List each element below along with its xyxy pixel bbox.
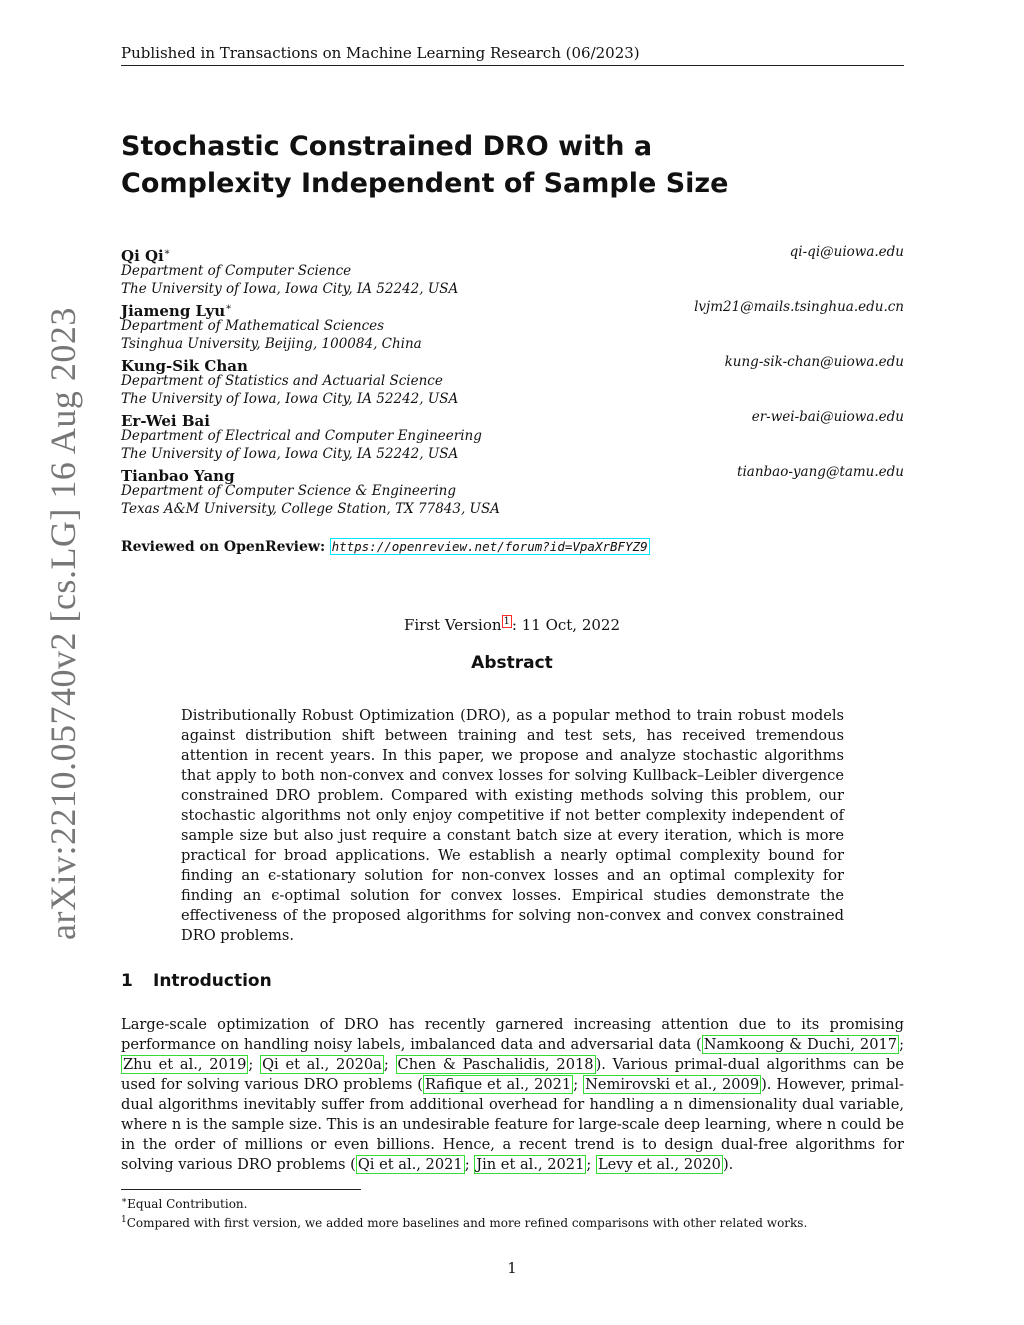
openreview-label: Reviewed on OpenReview: (121, 539, 326, 555)
author-name: Tianbao Yang (121, 467, 235, 485)
citation-link[interactable]: Chen & Paschalidis, 2018 (397, 1056, 594, 1073)
abstract-text: Distributionally Robust Optimization (DRO), as a popular method to train robust models against distribution shift between training and test sets, has received tremendous attention in recent years. In this paper, we propose and analyze stochastic algorithms that apply to both non-convex and convex losses for solving Kullback–Leibler divergence constrained DRO problem. Compared with existing methods solving this problem, our stochastic algorithms not only enjoy competitive if not better complexity independent of sample size but also just require a constant batch size at every iteration, which is more practical for broad applications. We establish a nearly optimal complexity bound for finding an ϵ-stationary solution for non-convex losses and an optimal complexity for finding an ϵ-optimal solution for convex losses. Empirical studies demonstrate the effectiveness of the proposed algorithms for solving non-convex and convex constrained DRO problems. (181, 707, 844, 944)
arxiv-sidebar (0, 0, 83, 940)
footnote-ref-link[interactable]: 1 (503, 616, 510, 627)
citation-link[interactable]: Nemirovski et al., 2009 (585, 1076, 760, 1093)
citation-link[interactable]: Rafique et al., 2021 (424, 1076, 572, 1093)
footnote: $^1$Compared with first version, we added more baselines and more refined comparisons with other related works. (121, 1215, 808, 1230)
author-block (121, 408, 904, 463)
openreview-line (121, 537, 650, 557)
author-department: Department of Electrical and Computer Engineering (121, 428, 482, 444)
first-version-label: First Version (403, 616, 502, 634)
section-heading (121, 970, 272, 992)
abstract-heading: Abstract (471, 653, 553, 673)
equal-contribution-mark: ∗ (225, 302, 232, 313)
author-department: Department of Computer Science (121, 263, 352, 279)
author-block (121, 463, 904, 518)
author-name: Kung-Sik Chan (121, 357, 248, 375)
author-email[interactable]: tianbao-yang@tamu.edu (737, 464, 904, 480)
openreview-link[interactable]: https://openreview.net/forum?id=VpaXrBFYZ9 (331, 539, 648, 554)
footnote-rule (121, 1189, 361, 1190)
author-institution: Tsinghua University, Beijing, 100084, China (121, 336, 422, 352)
citation-link[interactable]: Qi et al., 2020a (262, 1056, 382, 1073)
author-institution: The University of Iowa, Iowa City, IA 52242, USA (121, 446, 459, 462)
running-header: Published in Transactions on Machine Learning Research (06/2023) (121, 43, 904, 66)
intro-paragraph: Large-scale optimization of DRO has recently garnered increasing attention due to its promising performance on handling noisy labels, imbalanced data and adversarial data ( Namkoong & Duchi, 2017 ; Zhu et al., 2019 ; Qi et al., 2020a ; Chen & Paschalidis, 2018 ). Various primal-dual algorithms can be used for solving various DRO problems ( Rafique et al., 2021 ; Nemirovski et al., 2009 ). However, primal-dual algorithms inevitably suffer from additional overhead for handling a n dimensionality dual variable, where n is the sample size. This is an undesirable feature for large-scale deep learning, where n could be in the order of millions or even billions. Hence, a recent trend is to design dual-free algorithms for solving various DRO problems ( Qi et al., 2021 ; Jin et al., 2021 ; Levy et al., 2020 ). (121, 1016, 904, 1173)
page-number: 1 (507, 1259, 517, 1277)
section-title: Introduction (153, 971, 272, 991)
author-institution: The University of Iowa, Iowa City, IA 52242, USA (121, 281, 459, 297)
footnote: ∗Equal Contribution. (121, 1196, 248, 1211)
citation-link[interactable]: Zhu et al., 2019 (123, 1056, 247, 1073)
section-number: 1 (121, 971, 133, 991)
author-name: Qi Qi∗ (121, 247, 171, 265)
author-department: Department of Computer Science & Engineering (121, 483, 457, 499)
author-block (121, 298, 904, 353)
first-version-date: : 11 Oct, 2022 (511, 616, 621, 634)
citation-link[interactable]: Namkoong & Duchi, 2017 (703, 1036, 898, 1053)
author-block (121, 243, 904, 298)
arxiv-identifier[interactable]: arXiv:2210.05740v2 [cs.LG] 16 Aug 2023 (43, 307, 83, 940)
author-institution: Texas A&M University, College Station, TX 77843, USA (121, 501, 500, 517)
author-email[interactable]: qi-qi@uiowa.edu (789, 244, 904, 260)
citation-link[interactable]: Qi et al., 2021 (357, 1156, 463, 1173)
author-email[interactable]: er-wei-bai@uiowa.edu (751, 409, 904, 425)
author-department: Department of Statistics and Actuarial Science (121, 373, 443, 389)
first-version-line (0, 615, 1024, 635)
citation-link[interactable]: Levy et al., 2020 (597, 1156, 721, 1173)
author-email[interactable]: kung-sik-chan@uiowa.edu (724, 354, 904, 370)
footnotes (121, 1193, 904, 1231)
author-name: Jiameng Lyu∗ (121, 302, 232, 320)
paper-title: Stochastic Constrained DRO with a Complexity Independent of Sample Size (121, 131, 729, 199)
author-institution: The University of Iowa, Iowa City, IA 52242, USA (121, 391, 459, 407)
author-block (121, 353, 904, 408)
citation-link[interactable]: Jin et al., 2021 (476, 1156, 585, 1173)
equal-contribution-mark: ∗ (163, 247, 171, 258)
author-list (121, 243, 904, 518)
author-name: Er-Wei Bai (121, 412, 210, 430)
author-department: Department of Mathematical Sciences (121, 318, 385, 334)
author-email[interactable]: lvjm21@mails.tsinghua.edu.cn (694, 299, 904, 315)
